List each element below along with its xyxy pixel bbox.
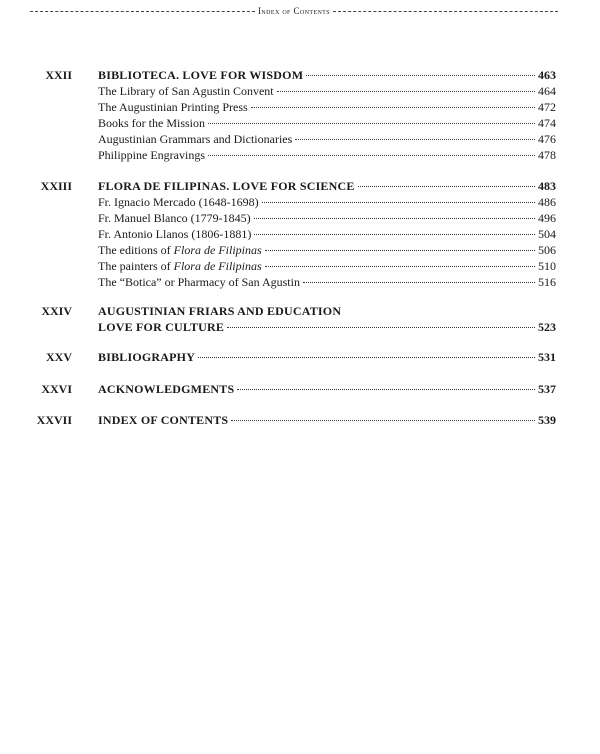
dot-leader [208,123,535,124]
section-title: Books for the Mission [98,116,206,130]
chapter-number: XXIV [41,304,72,318]
section-title: Philippine Engravings [98,148,205,162]
chapter-title: BIBLIOTECA. LOVE FOR WISDOM [98,68,304,82]
section-title: Fr. Ignacio Mercado (1648-1698) [98,195,259,209]
page-number: 516 [538,275,556,289]
chapter-number: XXV [46,350,72,364]
chapter-entry[interactable] [0,178,600,194]
section-entry[interactable] [0,274,600,290]
page-number: 476 [538,132,556,146]
chapter-title-line1: AUGUSTINIAN FRIARS AND EDUCATION [98,304,342,318]
chapter-entry[interactable] [0,412,600,428]
section-title-prefix: The editions of [98,243,174,257]
chapter-number: XXII [45,68,72,82]
chapter-title: BIBLIOGRAPHY [98,350,196,364]
dot-leader [198,357,535,358]
section-title: The Augustinian Printing Press [98,100,248,114]
chapter-title: FLORA DE FILIPINAS. LOVE FOR SCIENCE [98,179,355,193]
page-number: 464 [538,84,556,98]
dot-leader [262,202,535,203]
page-number: 483 [538,179,556,193]
page-number: 523 [538,320,556,334]
chapter-title: LOVE FOR CULTURE [98,320,225,334]
section-title-italic: Flora de Filipinas [173,243,262,257]
page-number: 531 [538,350,556,364]
dot-leader [251,107,535,108]
chapter-number: XXIII [40,179,72,193]
chapter-title: ACKNOWLEDGMENTS [98,382,235,396]
page-number: 504 [538,227,556,241]
chapter-title: INDEX OF CONTENTS [98,413,229,427]
page-number: 537 [538,382,556,396]
section-title-prefix: The painters of [98,259,174,273]
dot-leader [254,218,535,219]
section-entry[interactable] [0,226,600,242]
section-entry[interactable] [0,99,600,115]
header-rule-right [333,11,558,12]
section-title: Fr. Antonio Llanos (1806-1881) [98,227,252,241]
chapter-entry[interactable] [0,67,600,83]
section-entry[interactable] [0,147,600,163]
chapter-entry[interactable] [0,349,600,365]
section-title: The “Botica” or Pharmacy of San Agustin [98,275,300,289]
chapter-entry-title-line [0,303,600,319]
section-entry[interactable] [0,131,600,147]
section-title [98,242,262,258]
chapter-number: XXVI [41,382,72,396]
dot-leader [306,75,535,76]
section-title-italic: Flora de Filipinas [173,259,262,273]
page-number: 472 [538,100,556,114]
section-title: Augustinian Grammars and Dictionaries [98,132,293,146]
dot-leader [254,234,535,235]
dot-leader [265,250,535,251]
header-title: Index of Contents [258,6,330,16]
running-header [30,6,558,16]
section-entry[interactable] [0,242,600,258]
chapter-entry[interactable] [0,381,600,397]
dot-leader [358,186,535,187]
section-entry[interactable] [0,83,600,99]
section-entry[interactable] [0,258,600,274]
section-title: Fr. Manuel Blanco (1779-1845) [98,211,251,225]
section-title [98,258,262,274]
section-entry[interactable] [0,210,600,226]
section-entry[interactable] [0,115,600,131]
section-title: The Library of San Agustin Convent [98,84,274,98]
page-number: 486 [538,195,556,209]
dot-leader [208,155,535,156]
page-number: 463 [538,68,556,82]
page-number: 539 [538,413,556,427]
dot-leader [303,282,535,283]
dot-leader [231,420,535,421]
page-number: 478 [538,148,556,162]
dot-leader [265,266,535,267]
page-number: 506 [538,243,556,257]
page-number: 474 [538,116,556,130]
page-number: 496 [538,211,556,225]
dot-leader [227,327,535,328]
dot-leader [277,91,535,92]
page-number: 510 [538,259,556,273]
dot-leader [295,139,535,140]
dot-leader [237,389,535,390]
header-rule-left [30,11,255,12]
chapter-number: XXVII [36,413,72,427]
chapter-entry[interactable] [0,319,600,335]
section-entry[interactable] [0,194,600,210]
